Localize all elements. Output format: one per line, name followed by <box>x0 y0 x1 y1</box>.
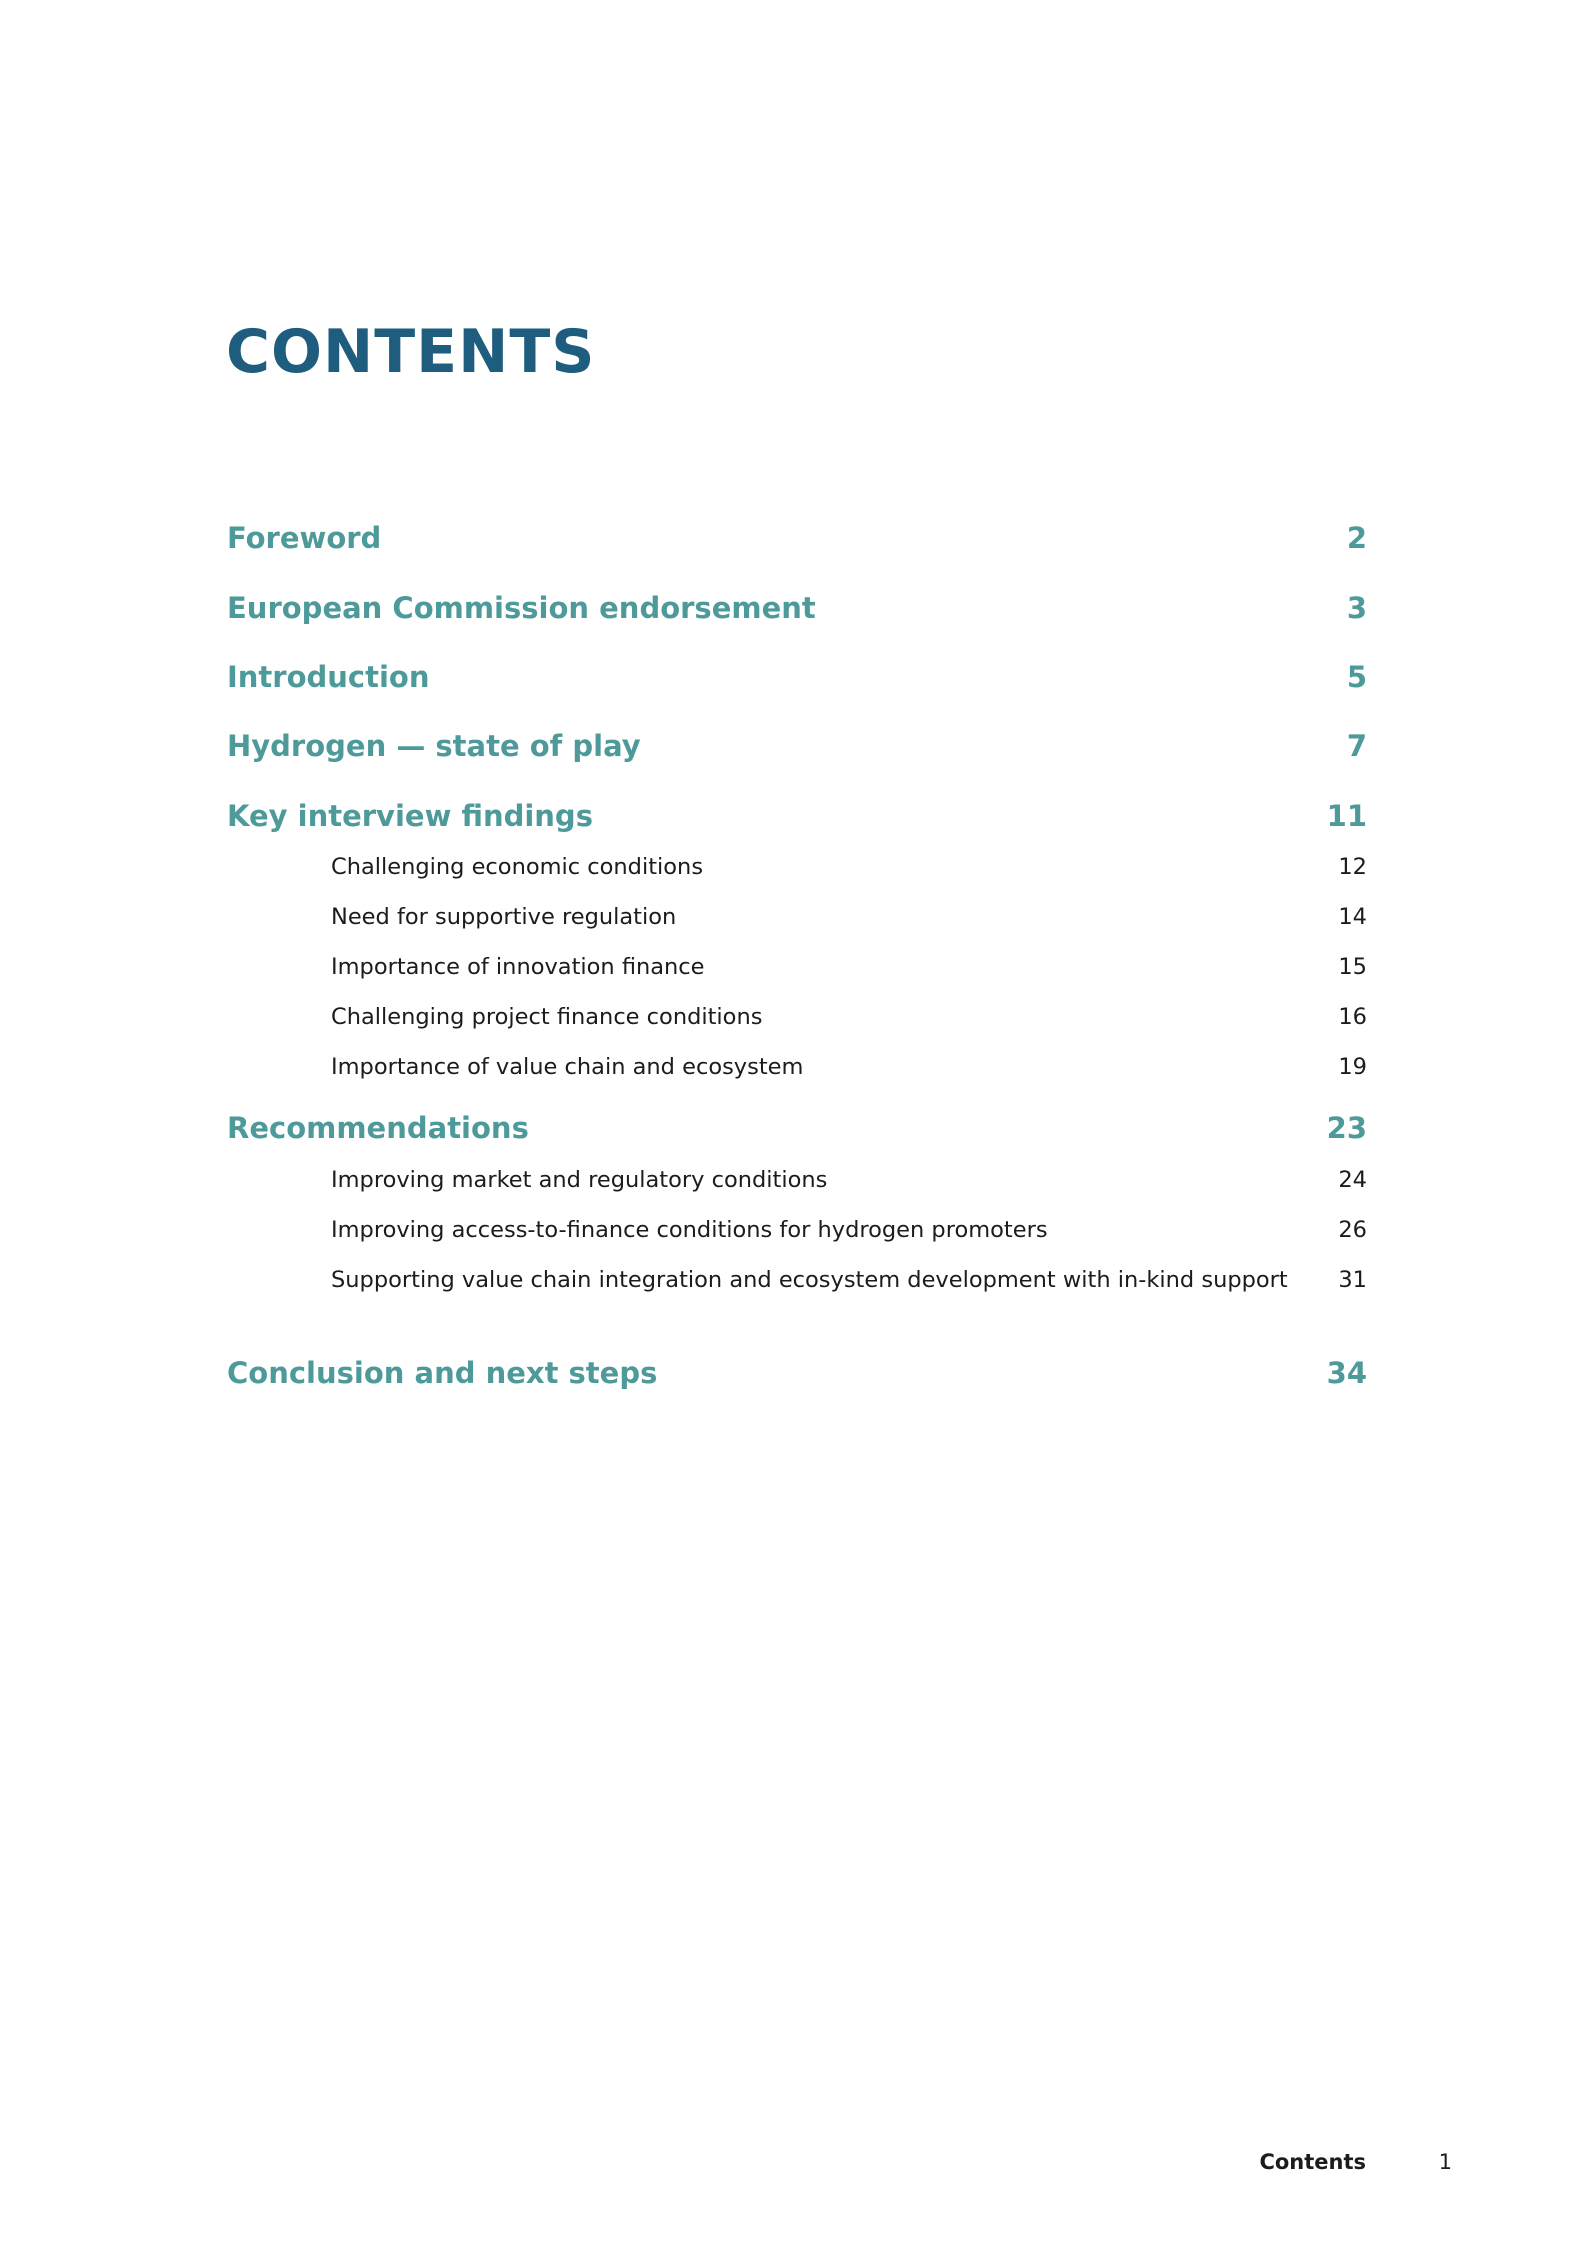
toc-subentry-challenging-economic-conditions[interactable] <box>227 850 1367 884</box>
toc-subentry-improving-market-and-regulatory-conditions[interactable] <box>227 1163 1367 1197</box>
toc-subentry-label: Importance of value chain and ecosystem <box>331 1054 804 1080</box>
toc-subentry-label: Challenging economic conditions <box>331 854 704 880</box>
toc-subentry-page-number: 15 <box>1338 954 1367 980</box>
toc-subentry-page-number: 24 <box>1338 1167 1367 1193</box>
toc-entry-label: Key interview findings <box>227 799 593 833</box>
toc-entry-label: European Commission endorsement <box>227 591 816 625</box>
toc-entry-introduction[interactable] <box>227 657 1367 697</box>
toc-subentry-label: Supporting value chain integration and ecosystem development with in-kind support <box>331 1267 1288 1293</box>
toc-entry-european-commission-endorsement[interactable] <box>227 588 1367 628</box>
toc-entry-page-number: 34 <box>1326 1356 1367 1390</box>
page-title: CONTENTS <box>226 317 596 387</box>
toc-subentry-label: Challenging project finance conditions <box>331 1004 763 1030</box>
toc-subentry-supporting-value-chain-integration[interactable] <box>227 1263 1367 1297</box>
toc-entry-page-number: 11 <box>1326 799 1367 833</box>
toc-subentry-page-number: 12 <box>1338 854 1367 880</box>
toc-subentry-page-number: 19 <box>1338 1054 1367 1080</box>
toc-entry-page-number: 2 <box>1346 521 1367 555</box>
footer-section-label: Contents <box>1259 2150 1366 2174</box>
toc-subentry-label: Need for supportive regulation <box>331 904 677 930</box>
toc-entry-label: Foreword <box>227 521 382 555</box>
toc-subentry-page-number: 26 <box>1338 1217 1367 1243</box>
toc-entry-label: Introduction <box>227 660 430 694</box>
toc-subentry-page-number: 16 <box>1338 1004 1367 1030</box>
toc-subentry-importance-of-value-chain-and-ecosystem[interactable] <box>227 1050 1367 1084</box>
toc-subentry-page-number: 14 <box>1338 904 1367 930</box>
toc-entry-page-number: 7 <box>1346 729 1367 763</box>
toc-entry-label: Hydrogen — state of play <box>227 729 641 763</box>
toc-entry-conclusion-and-next-steps[interactable] <box>227 1353 1367 1393</box>
toc-entry-hydrogen-state-of-play[interactable] <box>227 726 1367 766</box>
toc-subentry-improving-access-to-finance-conditions[interactable] <box>227 1213 1367 1247</box>
toc-subentry-label: Improving access-to-finance conditions for hydrogen promoters <box>331 1217 1048 1243</box>
toc-subentry-label: Importance of innovation finance <box>331 954 705 980</box>
toc-entry-page-number: 23 <box>1326 1111 1367 1145</box>
toc-entry-foreword[interactable] <box>227 518 1367 558</box>
toc-entry-key-interview-findings[interactable] <box>227 796 1367 836</box>
footer-page-number: 1 <box>1438 2150 1452 2174</box>
toc-subentry-need-for-supportive-regulation[interactable] <box>227 900 1367 934</box>
toc-entry-label: Conclusion and next steps <box>227 1356 658 1390</box>
toc-entry-page-number: 5 <box>1346 660 1367 694</box>
toc-subentry-label: Improving market and regulatory conditions <box>331 1167 828 1193</box>
toc-subentry-challenging-project-finance-conditions[interactable] <box>227 1000 1367 1034</box>
toc-subentry-page-number: 31 <box>1338 1267 1367 1293</box>
toc-subentry-importance-of-innovation-finance[interactable] <box>227 950 1367 984</box>
toc-entry-recommendations[interactable] <box>227 1108 1367 1148</box>
toc-entry-label: Recommendations <box>227 1111 529 1145</box>
toc-entry-page-number: 3 <box>1346 591 1367 625</box>
